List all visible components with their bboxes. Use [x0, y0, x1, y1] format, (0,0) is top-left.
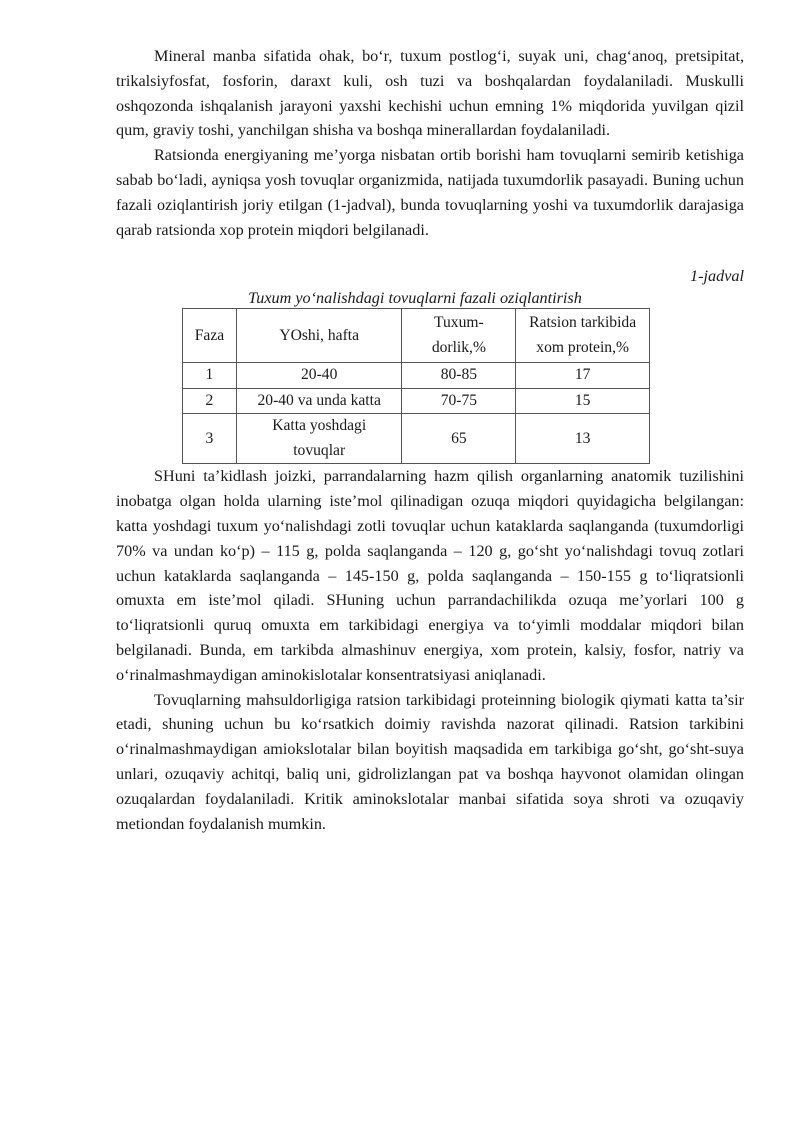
table-cell: 2 — [183, 388, 237, 414]
table-number-label: 1-jadval — [690, 267, 744, 286]
feeding-phase-table — [182, 308, 650, 464]
paragraph-mineral-sources: Mineral manba sifatida ohak, bo‘r, tuxum postlog‘i, suyak uni, chag‘anoq, pretsipitat, trikalsiyfosfat, fosforin, daraxt kuli, osh tuzi va boshqalardan foydalaniladi. Muskulli oshqozonda ishqalanish jarayoni yaxshi kechishi uchun emning 1% miqdorida yuvilgan qizil qum, graviy toshi, yanchilgan shisha va boshqa minerallardan foydalaniladi. — [116, 47, 744, 140]
table-cell: 20-40 va unda katta — [236, 388, 402, 414]
document-page — [116, 44, 744, 836]
table-cell: 17 — [516, 363, 650, 389]
header-cell-crude-protein: Ratsion tarkibida xom protein,% — [516, 309, 650, 363]
table-header-row — [183, 309, 650, 363]
table-cell: 13 — [516, 414, 650, 464]
table-cell: 70-75 — [402, 388, 516, 414]
table-cell: 15 — [516, 388, 650, 414]
table-cell: Katta yoshdagi tovuqlar — [236, 414, 402, 464]
table-cell: 1 — [183, 363, 237, 389]
header-cell-egg-production: Tuxum-dorlik,% — [402, 309, 516, 363]
table-cell: 3 — [183, 414, 237, 464]
paragraph-feed-norms: SHuni ta’kidlash joizki, parrandalarning hazm qilish organlarning anatomik tuzilishini inobatga olgan holda ularning iste’mol qilinadigan ozuqa miqdori quyidagicha belgilangan: katta yoshdagi tuxum yo‘nalishdagi zotli tovuqlar uchun kataklarda saqlanganda (tuxumdorligi 70% va undan ko‘p) – 115 g, polda saqlanganda – 120 g, go‘sht yo‘nalishdagi tovuq zotlari uchun kataklarda saqlanganda – 145-150 g, polda saqlanganda – 150-155 g to‘liqratsionli omuxta em iste’mol qiladi. SHuning uchun parrandachilikda ozuqa me’yorlari 100 g to‘liqratsionli quruq omuxta em tarkibidagi energiya va to‘yimli moddalar miqdori bilan belgilanadi. Bunda, em tarkibda almashinuv energiya, xom protein, kalsiy, fosfor, natriy va o‘rinalmashmaydigan aminokislotalar konsentratsiyasi aniqlanadi. — [116, 467, 744, 684]
table-row — [183, 414, 650, 464]
header-cell-age: YOshi, hafta — [236, 309, 402, 363]
table-row — [183, 388, 650, 414]
header-cell-phase: Faza — [183, 309, 237, 363]
paragraph-ration-energy: Ratsionda energiyaning me’yorga nisbatan ortib borishi ham tovuqlarni semirib ketishiga sabab bo‘ladi, ayniqsa yosh tovuqlar organizmida, natijada tuxumdorlik pasayadi. Buning uchun fazali oziqlantirish joriy etilgan (1-jadval), bunda tovuqlarning yoshi va tuxumdorlik darajasiga qarab ratsionda xop protein miqdori belgilanadi. — [116, 146, 744, 239]
paragraph-protein-value: Tovuqlarning mahsuldorligiga ratsion tarkibidagi proteinning biologik qiymati katta ta’sir etadi, shuning uchun bu ko‘rsatkich doimiy ravishda nazorat qilinadi. Ratsion tarkibini o‘rinalmashmaydigan amiokslotalar bilan boyitish maqsadida em tarkibiga go‘sht, go‘sht-suya unlari, ozuqaviy achitqi, baliq uni, gidrolizlangan pat va boshqa hayvonot olamidan olingan ozuqalardan foydalaniladi. Kritik aminokslotalar manbai sifatida soya shroti va ozuqaviy metiondan foydalanish mumkin. — [116, 690, 744, 833]
table-cell: 20-40 — [236, 363, 402, 389]
table-row — [183, 363, 650, 389]
table-cell: 80-85 — [402, 363, 516, 389]
table-title: Tuxum yo‘nalishdagi tovuqlarni fazali oziqlantirish — [248, 289, 582, 308]
table-cell: 65 — [402, 414, 516, 464]
